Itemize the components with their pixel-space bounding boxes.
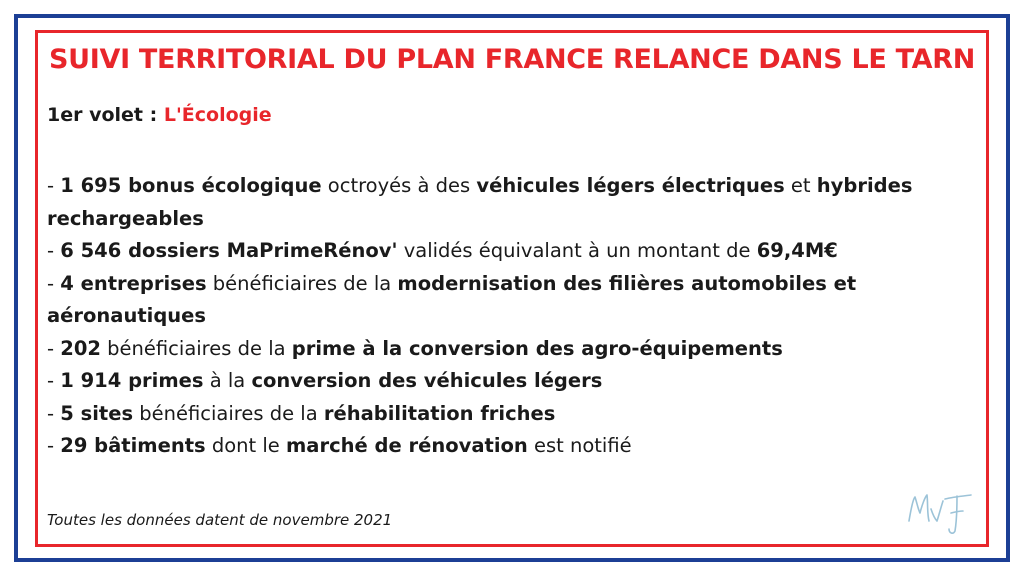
list-item-text: -: [47, 174, 61, 197]
list-item-emphasis: 1 695 bonus écologique: [60, 174, 322, 197]
list-item: [47, 430, 947, 463]
list-item-emphasis: 202: [60, 336, 101, 360]
list-item-emphasis: 69,4M€: [756, 239, 838, 262]
list-item-emphasis: prime à la conversion des agro-équipements: [291, 336, 783, 360]
list-item-text: -: [47, 271, 61, 295]
list-item-text: -: [47, 434, 61, 457]
list-item-text: à la: [203, 369, 252, 392]
list-item-emphasis: réhabilitation friches: [323, 401, 556, 425]
list-item-emphasis: modernisation des filières automobiles et aéronautiques: [47, 271, 857, 327]
list-item-emphasis: véhicules légers électriques: [476, 174, 785, 197]
list-item-text: et: [784, 174, 817, 197]
list-item-text: validés équivalant à un montant de: [397, 239, 757, 262]
page-title: SUIVI TERRITORIAL DU PLAN FRANCE RELANCE DANS LE TARN: [48, 44, 976, 75]
list-item-emphasis: 4 entreprises: [60, 271, 207, 295]
list-item-text: bénéficiaires de la: [133, 401, 324, 425]
subtitle: [47, 104, 272, 126]
list-item-text: bénéficiaires de la: [206, 271, 398, 295]
list-item-emphasis: 6 546 dossiers MaPrimeRénov': [60, 239, 398, 262]
list-item-emphasis: 1 914 primes: [60, 369, 204, 392]
list-item: [47, 365, 947, 398]
list-item-emphasis: marché de rénovation: [285, 434, 528, 457]
list-item-text: dont le: [205, 434, 286, 457]
list-item-emphasis: 5 sites: [60, 401, 134, 425]
list-item-text: -: [47, 239, 61, 262]
signature-logo-icon: [905, 487, 975, 537]
list-item: [47, 398, 947, 431]
list-item-emphasis: conversion des véhicules légers: [251, 369, 603, 392]
list-item-emphasis: 29 bâtiments: [60, 434, 206, 457]
footnote: Toutes les données datent de novembre 2021: [47, 511, 393, 529]
list-item-text: est notifié: [527, 434, 632, 457]
list-item-text: -: [47, 401, 61, 425]
list-item-text: -: [47, 336, 61, 360]
measures-list: [47, 170, 947, 463]
list-item-text: octroyés à des: [321, 174, 477, 197]
subtitle-label: 1er volet :: [47, 104, 164, 126]
list-item: [47, 235, 947, 268]
list-item: [47, 268, 947, 333]
list-item-text: -: [47, 369, 61, 392]
list-item: [47, 333, 947, 366]
subtitle-highlight: L'Écologie: [163, 104, 272, 126]
list-item-text: bénéficiaires de la: [100, 336, 292, 360]
list-item: [47, 170, 947, 235]
list-item-emphasis: hybrides rechargeables: [47, 174, 913, 230]
